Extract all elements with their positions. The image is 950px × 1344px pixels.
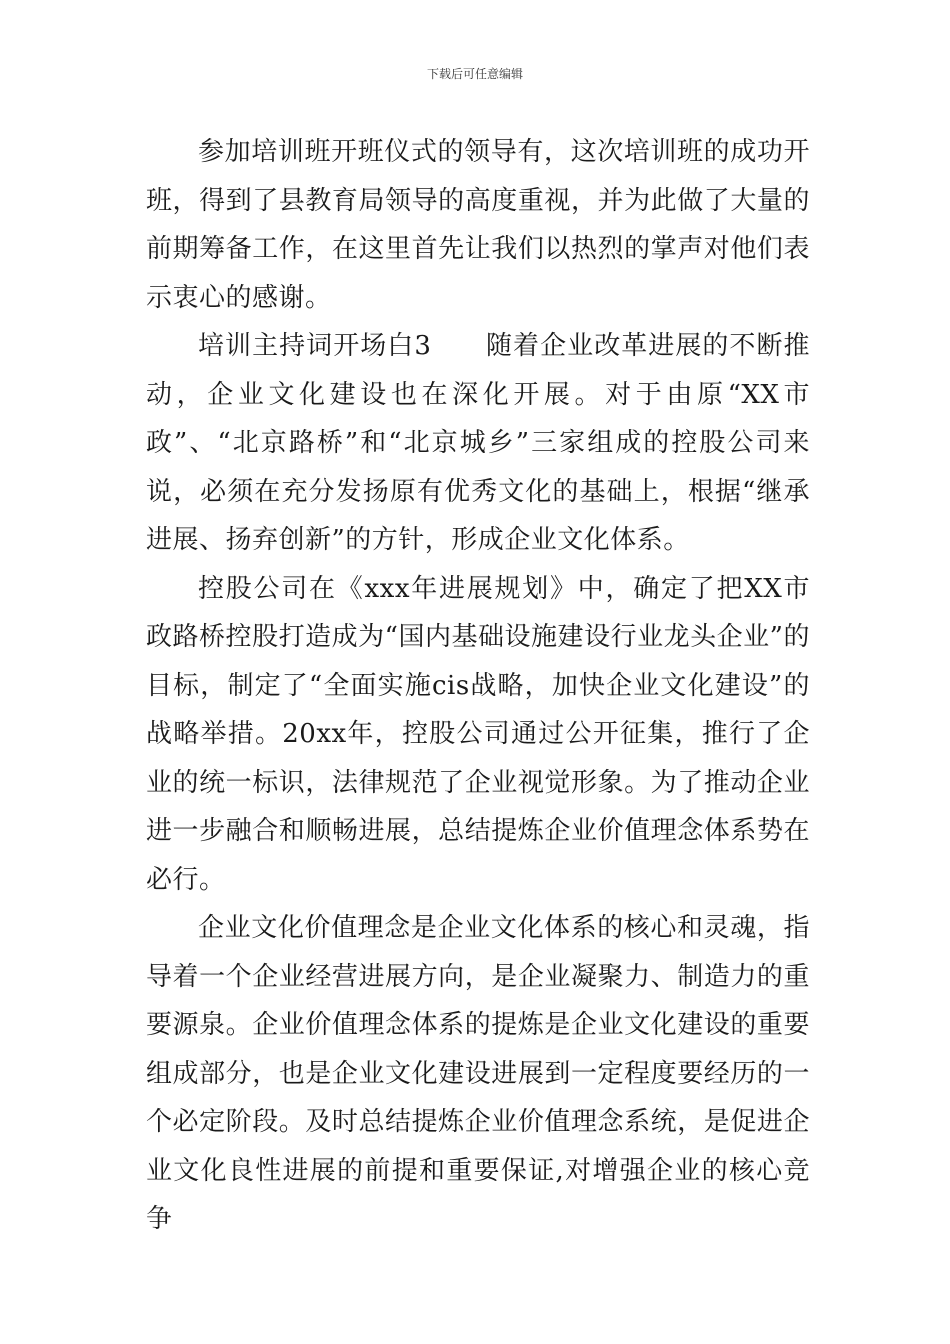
paragraph-4: 企业文化价值理念是企业文化体系的核心和灵魂，指导着一个企业经营进展方向，是企业凝聚力、制造力的重要源泉。企业价值理念体系的提炼是企业文化建设的重要组成部分，也是企业文化建设进展到一定程度要经历的一个必定阶段。及时总结提炼企业价值理念系统，是促进企业文化良性进展的前提和重要保证,对增强企业的核心竞争 [146, 913, 810, 1234]
paragraph-3: 控股公司在《xxx年进展规划》中，确定了把XX市政路桥控股打造成为“国内基础设施建设行业龙头企业”的目标，制定了“全面实施cis战略，加快企业文化建设”的战略举措。20xx年，控股公司通过公开征集，推行了企业的统一标识，法律规范了企业视觉形象。为了推动企业进一步融合和顺畅进展，总结提炼企业价值理念体系势在必行。 [146, 573, 810, 895]
paragraph-1: 参加培训班开班仪式的领导有，这次培训班的成功开班，得到了县教育局领导的高度重视，并为此做了大量的前期筹备工作，在这里首先让我们以热烈的掌声对他们表示衷心的感谢。 [146, 137, 810, 313]
paragraph-2: 培训主持词开场白3 随着企业改革进展的不断推动，企业文化建设也在深化开展。对于由原“XX市政”、“北京路桥”和“北京城乡”三家组成的控股公司来说，必须在充分发扬原有优秀文化的基础上，根据“继承进展、扬弃创新”的方针，形成企业文化体系。 [146, 331, 810, 555]
document-body [146, 128, 810, 1244]
page-header: 下载后可任意编辑 [426, 67, 523, 81]
